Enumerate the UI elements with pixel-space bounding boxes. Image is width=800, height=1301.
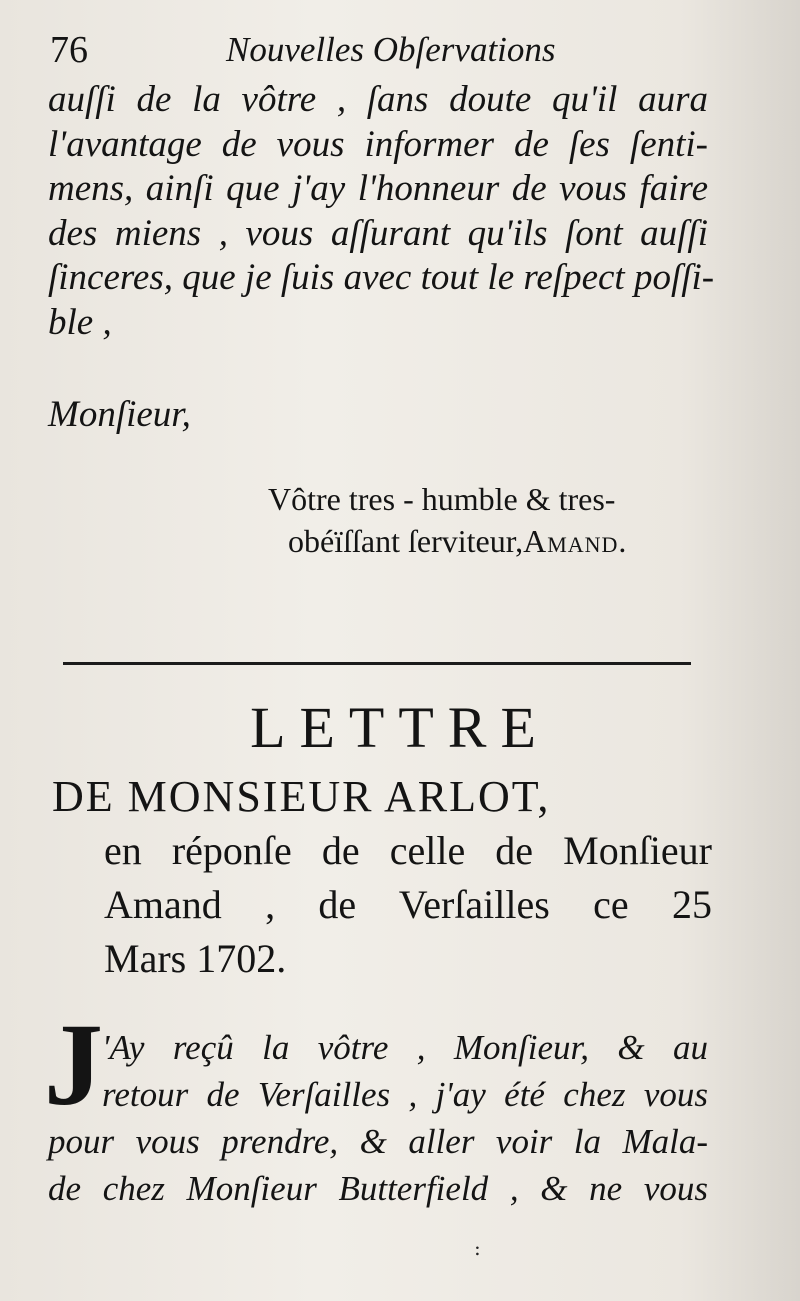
running-head xyxy=(50,28,590,78)
letter-body xyxy=(48,1024,708,1212)
letter-closing-paragraph xyxy=(48,78,715,345)
signature-name: Amand. xyxy=(523,523,628,559)
text-line: l'avantage de vous informer de ſes ſenti- xyxy=(48,123,708,165)
letter-heading: LETTRE xyxy=(250,695,550,760)
text-line: ſinceres, que je ſuis avec tout le reſpect poſſi- xyxy=(48,257,715,298)
text-line: ble , xyxy=(48,301,112,343)
text-line: auſſi de la vôtre , ſans doute qu'il aura xyxy=(48,79,708,120)
text-line: des miens , vous aſſurant qu'ils ſont auſſi xyxy=(48,212,708,254)
subheading-line: Amand , de Verſailles ce 25 xyxy=(104,882,712,927)
subheading-line: DE MONSIEUR ARLOT, xyxy=(52,772,551,821)
running-title: Nouvelles Obſervations xyxy=(226,30,556,69)
signature-line xyxy=(268,520,708,562)
signature-text: obéïſſant ſerviteur, xyxy=(288,523,524,559)
drop-capital: J xyxy=(44,999,103,1130)
subheading-line: en réponſe de celle de Monſieur xyxy=(104,828,712,873)
salutation: Monſieur, xyxy=(48,394,191,435)
text-line: de chez Monſieur Butterfield , & ne vous xyxy=(48,1169,708,1208)
signature-line: Vôtre tres - humble & tres- xyxy=(268,481,616,517)
text-line: mens, ainſi que j'ay l'honneur de vous faire xyxy=(48,168,708,209)
text-line: pour vous prendre, & aller voir la Mala- xyxy=(48,1122,708,1161)
signature-block xyxy=(268,478,708,562)
page-number: 76 xyxy=(50,29,88,71)
signature-mark: : xyxy=(474,1236,481,1260)
subheading-line: Mars 1702. xyxy=(104,936,287,981)
text-line: 'Ay reçû la vôtre , Monſieur, & au xyxy=(102,1028,708,1067)
text-line: retour de Verſailles , j'ay été chez vous xyxy=(102,1075,708,1114)
section-divider xyxy=(63,662,691,665)
letter-subheading xyxy=(52,770,712,986)
